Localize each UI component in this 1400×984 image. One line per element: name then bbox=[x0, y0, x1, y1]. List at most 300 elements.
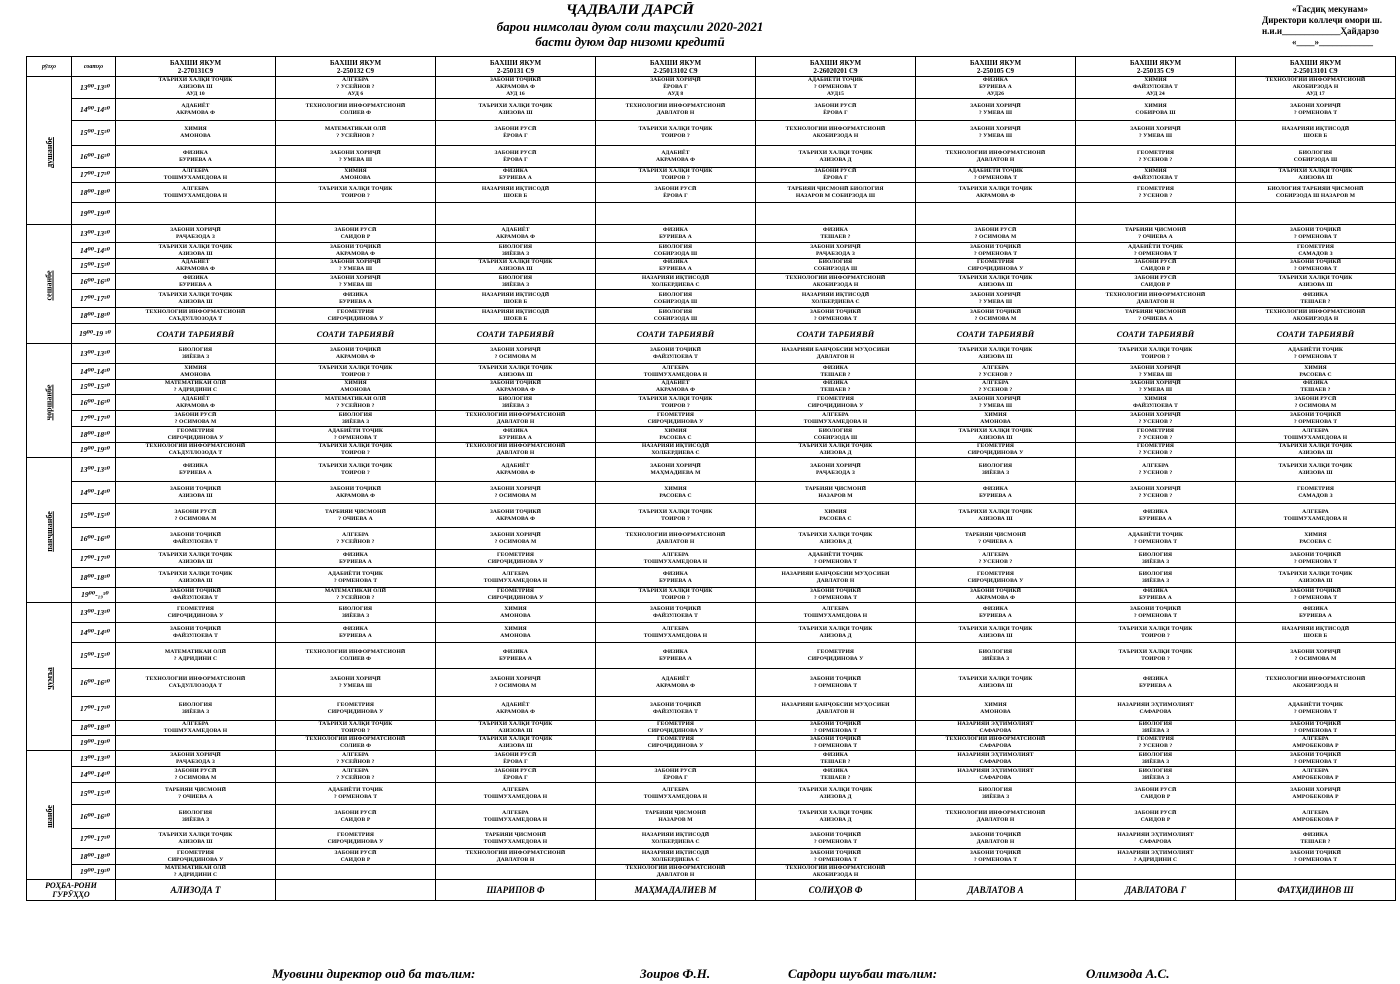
lesson-subject: ЗАБОНИ ХОРИҶӢ bbox=[490, 346, 541, 353]
lesson-teacher: СОБИРЗОДА Ш bbox=[1293, 156, 1338, 163]
lesson-teacher: ? УСЕЙНОВ ? bbox=[336, 758, 375, 765]
lesson-teacher: ? ОРМЕНОВА Т bbox=[333, 577, 378, 584]
lesson-cell bbox=[116, 225, 276, 243]
time-slot: 16⁰⁰-16⁵⁰ bbox=[72, 669, 116, 697]
lesson-cell bbox=[276, 643, 436, 669]
group-code: 2-250135 С9 bbox=[1136, 66, 1175, 75]
lesson-subject: ЗАБОНИ ХОРИҶӢ bbox=[330, 274, 381, 281]
lesson-teacher: РАҶАБЗОДА З bbox=[176, 233, 215, 240]
lesson-teacher: ТОИРОВ ? bbox=[1141, 353, 1170, 360]
lesson-teacher: ЁРОВА Г bbox=[503, 774, 528, 781]
lesson-cell bbox=[756, 443, 916, 458]
lesson-teacher: ? ОРМЕНОВА Т bbox=[973, 250, 1018, 257]
time-slot: 19⁰⁰-19 ⁵⁰ bbox=[72, 324, 116, 344]
lesson-teacher: АКРАМОВА Ф bbox=[335, 250, 376, 257]
lesson-cell bbox=[436, 751, 596, 767]
lesson-teacher: ЁРОВА Г bbox=[663, 84, 688, 90]
schedule-row bbox=[27, 588, 1396, 603]
lesson-teacher: АКОБИРЗОДА Н bbox=[812, 872, 859, 878]
lesson-teacher: ? УСЕЙНОВ ? bbox=[336, 133, 375, 139]
lesson-subject: АДАБИЁТИ ТОҶИК bbox=[1127, 531, 1184, 538]
lesson-subject: ТАЪРИХИ ХАЛҚИ ТОҶИК bbox=[958, 274, 1033, 281]
lesson-subject: БИОЛОГИЯ ТАРБИЯИ ҶИСМОНӢ bbox=[1267, 185, 1364, 192]
lesson-subject: ТЕХНОЛОГИИ ИНФОРМАТСИОНӢ bbox=[145, 675, 246, 682]
lesson-subject: ТЕХНОЛОГИИ ИНФОРМАТСИОНӢ bbox=[945, 736, 1046, 742]
lesson-teacher: МАҲМАДИЕВА М bbox=[650, 469, 701, 476]
lesson-subject: ТАРБИЯИ ҶИСМОНӢ bbox=[804, 485, 867, 492]
lesson-cell bbox=[916, 395, 1076, 411]
lesson-subject: ТЕХНОЛОГИИ ИНФОРМАТСИОНӢ bbox=[625, 102, 726, 109]
lesson-room: АУД 6 bbox=[347, 91, 364, 97]
lesson-teacher: СИРОҶИДИНОВА У bbox=[647, 743, 704, 749]
lesson-subject: ЗАБОНИ ТОҶИКӢ bbox=[169, 485, 222, 492]
lesson-subject: ЗАБОНИ ТОҶИКӢ bbox=[1289, 588, 1342, 594]
lesson-subject: АЛГЕБРА bbox=[502, 786, 529, 793]
lesson-subject: ГЕОМЕТРИЯ bbox=[656, 721, 695, 727]
lesson-cell bbox=[916, 203, 1076, 225]
lesson-teacher: ШОЕВ Б bbox=[503, 192, 528, 199]
lesson-cell bbox=[1076, 243, 1236, 259]
lesson-subject: ЗАБОНИ ХОРИҶӢ bbox=[970, 126, 1021, 132]
lesson-teacher: ТЕШАЕВ ? bbox=[1300, 298, 1331, 305]
lesson-cell bbox=[276, 411, 436, 427]
lesson-subject: ГЕОМЕТРИЯ bbox=[656, 411, 695, 418]
lesson-teacher: ? ОРМЕНОВА Т bbox=[1293, 233, 1338, 240]
lesson-subject: ЗАБОНИ РУСӢ bbox=[494, 751, 537, 758]
lesson-cell bbox=[1076, 721, 1236, 736]
lesson-cell bbox=[916, 623, 1076, 643]
lesson-teacher: САИДОВ Р bbox=[1140, 816, 1171, 823]
lesson-teacher: ? ОЧИЕВА А bbox=[978, 538, 1013, 545]
schedule-row bbox=[27, 751, 1396, 767]
lesson-teacher: АЗИЗОВА Ш bbox=[1298, 175, 1333, 181]
lesson-teacher: ДАВЛАТОВ Н bbox=[976, 838, 1015, 845]
lesson-teacher: ФАЙЗУЛОЕВА Т bbox=[652, 708, 699, 715]
lesson-teacher: ФАЙЗУЛОЕВА Т bbox=[172, 595, 219, 601]
lesson-teacher: БУРИЕВА А bbox=[1139, 682, 1172, 689]
lesson-cell bbox=[1076, 380, 1236, 395]
lesson-cell bbox=[1076, 308, 1236, 324]
lesson-cell bbox=[596, 121, 756, 146]
lesson-teacher: БУРИЕВА А bbox=[659, 266, 692, 272]
lesson-subject: ФИЗИКА bbox=[662, 570, 689, 577]
lesson-cell bbox=[1076, 568, 1236, 588]
lesson-teacher: ЁРОВА Г bbox=[663, 774, 688, 781]
lesson-subject: ТАЪРИХИ ХАЛҚИ ТОҶИК bbox=[1278, 570, 1353, 577]
lesson-teacher: НАЗАРОВ М bbox=[658, 816, 693, 823]
lesson-subject: ТАЪРИХИ ХАЛҚИ ТОҶИК bbox=[158, 570, 233, 577]
lesson-teacher: ? УСЕНОВ ? bbox=[1138, 192, 1173, 199]
lesson-subject: ТАЪРИХИ ХАЛҚИ ТОҶИК bbox=[158, 243, 233, 250]
lesson-cell bbox=[756, 344, 916, 364]
lesson-teacher: ? УМЕВА Ш bbox=[978, 109, 1013, 116]
lesson-teacher: САМАДОВ З bbox=[1298, 492, 1333, 499]
lesson-subject: АЛГЕБРА bbox=[982, 380, 1009, 386]
time-slot: 13⁰⁰-13⁵⁰ bbox=[72, 77, 116, 99]
lesson-teacher: СИРОҶИДИНОВА У bbox=[327, 838, 384, 845]
lesson-cell bbox=[596, 183, 756, 203]
lesson-subject: ТАЪРИХИ ХАЛҚИ ТОҶИК bbox=[158, 831, 233, 838]
lesson-cell bbox=[916, 849, 1076, 865]
lesson-teacher: БУРИЕВА А bbox=[979, 492, 1012, 499]
lesson-teacher: САИДОВ Р bbox=[340, 816, 371, 823]
lesson-subject: НАЗАРИЯИ ИҚТИСОДӢ bbox=[641, 274, 710, 281]
lesson-teacher: БУРИЕВА А bbox=[979, 84, 1012, 90]
lesson-cell bbox=[1076, 290, 1236, 308]
group-leader-name: ДАВЛАТОВА Г bbox=[1076, 880, 1236, 901]
lesson-teacher: АЗИЗОВА Д bbox=[819, 816, 852, 823]
time-slot: 19⁰⁰-₁₉⁵⁰ bbox=[72, 588, 116, 603]
group-section: БАХШИ ЯКУМ bbox=[329, 58, 382, 67]
schedule-row bbox=[27, 829, 1396, 849]
lesson-teacher: СИРОҶИДИНОВА У bbox=[967, 577, 1024, 584]
lesson-subject: ЗАБОНИ ТОҶИКӢ bbox=[809, 831, 862, 838]
lesson-cell bbox=[276, 308, 436, 324]
lesson-teacher: РАСОЕВА С bbox=[659, 492, 692, 499]
lesson-teacher: АЗИЗОВА Ш bbox=[978, 632, 1013, 639]
lesson-cell bbox=[276, 783, 436, 805]
lesson-teacher: БУРИЕВА А bbox=[179, 469, 212, 476]
lesson-teacher: СИРОҶИДИНОВА У bbox=[327, 315, 384, 322]
lesson-cell bbox=[756, 203, 916, 225]
lesson-subject: АДАБИЁТ bbox=[501, 226, 530, 233]
lesson-cell bbox=[276, 183, 436, 203]
schedule-row bbox=[27, 203, 1396, 225]
lesson-subject: ЗАБОНИ ТОҶИКӢ bbox=[1289, 551, 1342, 558]
lesson-subject: МАТЕМАТИКАИ ОЛӢ bbox=[164, 865, 227, 871]
lesson-subject: ЗАБОНИ ТОҶИКӢ bbox=[1289, 721, 1342, 727]
lesson-cell bbox=[756, 168, 916, 183]
lesson-subject: АЛГЕБРА bbox=[1302, 427, 1329, 434]
lesson-room: АУД26 bbox=[986, 91, 1005, 97]
lesson-teacher: СОЛИЕВ Ф bbox=[339, 655, 372, 662]
lesson-subject: ХИМИЯ bbox=[1304, 364, 1327, 371]
lesson-teacher: ? УСЕНОВ ? bbox=[978, 387, 1013, 393]
group-header bbox=[1076, 57, 1236, 77]
lesson-teacher: ЗИЁЕВА З bbox=[341, 418, 370, 425]
lesson-cell bbox=[276, 203, 436, 225]
lesson-teacher: ? ОРМЕНОВА Т bbox=[1293, 708, 1338, 715]
lesson-cell bbox=[276, 767, 436, 783]
lesson-cell bbox=[916, 344, 1076, 364]
lesson-cell bbox=[276, 364, 436, 380]
lesson-cell bbox=[596, 344, 756, 364]
lesson-subject: ФИЗИКА bbox=[822, 226, 849, 233]
time-slot: 17⁰⁰-17⁵⁰ bbox=[72, 550, 116, 568]
lesson-cell bbox=[916, 364, 1076, 380]
lesson-subject: АЛГЕБРА bbox=[662, 364, 689, 371]
lesson-cell bbox=[1236, 482, 1396, 504]
lesson-teacher: САИДОВ Р bbox=[340, 856, 371, 863]
lesson-subject: АДАБИЁТ bbox=[661, 149, 690, 156]
lesson-teacher: СИРОҶИДИНОВА У bbox=[647, 728, 704, 734]
lesson-cell bbox=[756, 829, 916, 849]
lesson-subject: ТЕХНОЛОГИИ ИНФОРМАТСИОНӢ bbox=[145, 443, 246, 449]
lesson-teacher: ХОЛБЕРДИЕВА С bbox=[651, 838, 700, 845]
lesson-cell bbox=[1076, 203, 1236, 225]
time-slot: 15⁰⁰-15⁵⁰ bbox=[72, 380, 116, 395]
group-header bbox=[436, 57, 596, 77]
lesson-teacher: ТЕШАЕВ ? bbox=[820, 387, 851, 393]
lesson-teacher: АМОНОВА bbox=[180, 371, 211, 378]
time-slot: 14⁰⁰-14⁵⁰ bbox=[72, 99, 116, 121]
lesson-cell bbox=[1076, 99, 1236, 121]
lesson-subject: БИОЛОГИЯ bbox=[658, 291, 693, 298]
lesson-subject: ЗАБОНИ ТОҶИКӢ bbox=[969, 831, 1022, 838]
lesson-subject: ТЕХНОЛОГИИ ИНФОРМАТСИОНӢ bbox=[945, 809, 1046, 816]
lesson-subject: ТАЪРИХИ ХАЛҚИ ТОҶИК bbox=[158, 551, 233, 558]
lesson-subject: НАЗАРИЯИ ЭҲТИМОЛИЯТ bbox=[957, 721, 1034, 727]
lesson-teacher: ? УМЕВА Ш bbox=[338, 266, 373, 272]
lesson-subject: ТАРБИЯИ ҶИСМОНӢ bbox=[164, 786, 227, 793]
lesson-cell bbox=[1076, 697, 1236, 721]
lesson-cell bbox=[916, 290, 1076, 308]
lesson-subject: ЗАБОНИ РУСӢ bbox=[1134, 809, 1177, 816]
lesson-teacher: ТЕШАЕВ ? bbox=[820, 371, 851, 378]
lesson-teacher: САФАРОВА bbox=[979, 728, 1012, 734]
lesson-cell bbox=[596, 669, 756, 697]
lesson-teacher: ? ОРМЕНОВА Т bbox=[1293, 266, 1338, 272]
lesson-cell bbox=[916, 643, 1076, 669]
lesson-cell bbox=[756, 751, 916, 767]
lesson-subject: ТАЪРИХИ ХАЛҚИ ТОҶИК bbox=[1118, 346, 1193, 353]
lesson-cell bbox=[436, 203, 596, 225]
schedule-row bbox=[27, 623, 1396, 643]
lesson-cell bbox=[596, 504, 756, 528]
lesson-cell bbox=[596, 623, 756, 643]
lesson-cell bbox=[436, 550, 596, 568]
lesson-cell bbox=[276, 697, 436, 721]
time-slot: 16⁰⁰-16⁵⁰ bbox=[72, 528, 116, 550]
lesson-cell bbox=[1236, 849, 1396, 865]
lesson-subject: ТАЪРИХИ ХАЛҚИ ТОҶИК bbox=[318, 443, 393, 449]
lesson-subject: АЛГЕБРА bbox=[342, 751, 369, 758]
lesson-cell bbox=[436, 121, 596, 146]
lesson-subject: АЛГЕБРА bbox=[502, 570, 529, 577]
lesson-cell bbox=[276, 344, 436, 364]
lesson-subject: ГЕОМЕТРИЯ bbox=[976, 443, 1015, 449]
lesson-cell bbox=[116, 344, 276, 364]
lesson-teacher: АМОНОВА bbox=[180, 133, 211, 139]
lesson-cell bbox=[916, 183, 1076, 203]
lesson-teacher: ТОИРОВ ? bbox=[661, 175, 690, 181]
lesson-cell bbox=[596, 364, 756, 380]
lesson-subject: ЗАБОНИ РУСӢ bbox=[1134, 274, 1177, 281]
day-label bbox=[27, 344, 72, 458]
lesson-cell bbox=[916, 751, 1076, 767]
lesson-subject: ЗАБОНИ ХОРИҶӢ bbox=[1290, 786, 1341, 793]
lesson-teacher: СИРОҶИДИНОВА У bbox=[967, 450, 1024, 456]
lesson-teacher: БУРИЕВА А bbox=[339, 298, 372, 305]
lesson-teacher: ? ОРМЕНОВА Т bbox=[813, 682, 858, 689]
lesson-subject: ЗАБОНИ ХОРИҶӢ bbox=[810, 243, 861, 250]
lesson-subject: ЗАБОНИ ТОҶИКӢ bbox=[969, 588, 1022, 594]
lesson-cell bbox=[1076, 411, 1236, 427]
lesson-teacher: ТОИРОВ ? bbox=[341, 192, 370, 199]
lesson-subject: ЗАБОНИ РУСӢ bbox=[654, 185, 697, 192]
lesson-teacher: АМРОБЕКОВА Р bbox=[1292, 816, 1339, 823]
lesson-cell bbox=[916, 458, 1076, 482]
lesson-subject: ГЕОМЕТРИЯ bbox=[1136, 427, 1175, 434]
time-slot: 18⁰⁰-18⁵⁰ bbox=[72, 721, 116, 736]
lesson-subject: ФИЗИКА bbox=[822, 751, 849, 758]
lesson-cell bbox=[276, 849, 436, 865]
lesson-teacher: АКРАМОВА Ф bbox=[495, 387, 536, 393]
lesson-teacher: АЗИЗОВА Ш bbox=[498, 109, 533, 116]
lesson-teacher: ЁРОВА Г bbox=[823, 109, 848, 116]
lesson-teacher: ТОШМУХАМЕДОВА Н bbox=[163, 192, 228, 199]
lesson-subject: ТАЪРИХИ ХАЛҚИ ТОҶИК bbox=[1278, 462, 1353, 469]
lesson-cell bbox=[756, 427, 916, 443]
lesson-cell bbox=[596, 77, 756, 99]
approval-line-3: н.и.и_____________Ҳайдарзо bbox=[1262, 26, 1379, 36]
lesson-subject: АЛГЕБРА bbox=[982, 551, 1009, 558]
lesson-cell bbox=[276, 603, 436, 623]
lesson-subject: ХИМИЯ bbox=[184, 364, 207, 371]
lesson-teacher: ТЕШАЕВ ? bbox=[1300, 387, 1331, 393]
time-slot: 15⁰⁰-15⁵⁰ bbox=[72, 259, 116, 274]
lesson-teacher: ТОИРОВ ? bbox=[341, 728, 370, 734]
lesson-cell bbox=[596, 225, 756, 243]
lesson-teacher: АЗИЗОВА Ш bbox=[178, 838, 213, 845]
group-leader-name: ФАТҲИДИНОВ Ш bbox=[1236, 880, 1396, 901]
approval-line-1: «Тасдиқ мекунам» bbox=[1292, 4, 1368, 14]
lesson-teacher: ? УСЕНОВ ? bbox=[1138, 469, 1173, 476]
time-column-header: соатҳо bbox=[72, 57, 116, 77]
lesson-subject: ЗАБОНИ ХОРИҶӢ bbox=[1290, 648, 1341, 655]
lesson-subject: ЗАБОНИ ТОҶИКӢ bbox=[649, 346, 702, 353]
lesson-teacher: САФАРОВА bbox=[979, 758, 1012, 765]
time-slot: 13⁰⁰-13⁵⁰ bbox=[72, 751, 116, 767]
lesson-cell bbox=[756, 290, 916, 308]
lesson-teacher: ? ОРМЕНОВА Т bbox=[813, 595, 858, 601]
lesson-cell bbox=[116, 395, 276, 411]
lesson-subject: НАЗАРИЯИ БАНҶОБСИИ МУҲОСИБИ bbox=[781, 701, 890, 708]
lesson-cell bbox=[436, 99, 596, 121]
lesson-teacher: ? ОРМЕНОВА Т bbox=[333, 793, 378, 800]
lesson-teacher: СОБИРЗОДА Ш bbox=[653, 298, 698, 305]
group-code: 2-25013102 С9 bbox=[653, 66, 698, 75]
lesson-cell bbox=[756, 603, 916, 623]
lesson-teacher: АМРОБЕКОВА Р bbox=[1292, 793, 1339, 800]
lesson-subject: ТАЪРИХИ ХАЛҚИ ТОҶИК bbox=[958, 675, 1033, 682]
lesson-teacher: ? ОЧИЕВА А bbox=[178, 793, 213, 800]
lesson-teacher: ? ОРМЕНОВА Т bbox=[1293, 353, 1338, 360]
lesson-subject: АДАБИЁТ bbox=[181, 259, 210, 265]
lesson-subject: СОАТИ ТАРБИЯВӢ bbox=[156, 328, 235, 339]
lesson-subject: АДАБИЁТИ ТОҶИК bbox=[327, 427, 384, 434]
lesson-teacher: ТОШМУХАМЕДОВА Н bbox=[803, 612, 868, 619]
lesson-subject: ЗАБОНИ ТОҶИКӢ bbox=[489, 508, 542, 515]
lesson-teacher: ДАВЛАТОВ Н bbox=[656, 872, 695, 878]
lesson-subject: ГЕОМЕТРИЯ bbox=[176, 605, 215, 612]
lesson-cell bbox=[116, 427, 276, 443]
lesson-cell bbox=[116, 829, 276, 849]
lesson-cell bbox=[756, 274, 916, 290]
lesson-teacher: СИРОҶИДИНОВА У bbox=[167, 612, 224, 619]
lesson-teacher: АЗИЗОВА Ш bbox=[178, 250, 213, 257]
lesson-subject: АЛГЕБРА bbox=[1302, 767, 1329, 774]
lesson-subject: ФИЗИКА bbox=[182, 149, 209, 156]
lesson-teacher: СОЛИЕВ Ф bbox=[339, 743, 372, 749]
lesson-subject: АДАБИЁТ bbox=[501, 701, 530, 708]
lesson-subject: ТАЪРИХИ ХАЛҚИ ТОҶИК bbox=[478, 721, 553, 727]
lesson-teacher: ТЕШАЕВ ? bbox=[820, 758, 851, 765]
lesson-subject: АЛГЕБРА bbox=[1302, 508, 1329, 515]
lesson-cell bbox=[436, 344, 596, 364]
lesson-subject: ЗАБОНИ РУСӢ bbox=[814, 102, 857, 109]
group-section: БАХШИ ЯКУМ bbox=[1289, 58, 1342, 67]
lesson-cell bbox=[1236, 324, 1396, 344]
lesson-cell bbox=[436, 669, 596, 697]
lesson-cell bbox=[436, 395, 596, 411]
lesson-subject: ТЕХНОЛОГИИ ИНФОРМАТСИОНӢ bbox=[625, 531, 726, 538]
lesson-teacher: ТОИРОВ ? bbox=[341, 469, 370, 476]
lesson-teacher: ТОШМУХАМЕДОВА Н bbox=[483, 816, 548, 823]
lesson-cell bbox=[1076, 146, 1236, 168]
lesson-subject: ЗАБОНИ ХОРИҶӢ bbox=[650, 77, 701, 83]
lesson-cell bbox=[436, 364, 596, 380]
lesson-teacher: АКРАМОВА Ф bbox=[495, 233, 536, 240]
lesson-cell bbox=[1076, 77, 1236, 99]
group-code: 2-25013101 С9 bbox=[1293, 66, 1338, 75]
lesson-teacher: ? УСЕНОВ ? bbox=[1138, 418, 1173, 425]
lesson-cell bbox=[1236, 259, 1396, 274]
lesson-cell bbox=[116, 550, 276, 568]
schedule-row bbox=[27, 146, 1396, 168]
lesson-cell bbox=[1076, 274, 1236, 290]
group-leader-name bbox=[276, 880, 436, 901]
lesson-subject: ЗАБОНИ ХОРИҶӢ bbox=[1130, 126, 1181, 132]
lesson-teacher: АЗИЗОВА Д bbox=[819, 156, 852, 163]
lesson-cell bbox=[1076, 751, 1236, 767]
lesson-teacher: ? УМЕВА Ш bbox=[338, 281, 373, 288]
schedule-row bbox=[27, 395, 1396, 411]
lesson-cell bbox=[436, 528, 596, 550]
lesson-cell bbox=[116, 380, 276, 395]
lesson-teacher: БУРИЕВА А bbox=[659, 233, 692, 240]
lesson-subject: СОАТИ ТАРБИЯВӢ bbox=[476, 328, 555, 339]
lesson-teacher: АЗИЗОВА Ш bbox=[1298, 281, 1333, 288]
lesson-cell bbox=[276, 225, 436, 243]
lesson-cell bbox=[276, 805, 436, 829]
lesson-cell bbox=[1236, 458, 1396, 482]
lesson-subject: ГЕОМЕТРИЯ bbox=[336, 831, 375, 838]
lesson-cell bbox=[276, 829, 436, 849]
lesson-teacher: ? ОРМЕНОВА Т bbox=[1133, 538, 1178, 545]
lesson-subject: ЗАБОНИ ТОҶИКӢ bbox=[969, 243, 1022, 250]
lesson-teacher: АКРАМОВА Ф bbox=[335, 492, 376, 499]
schedule-row bbox=[27, 697, 1396, 721]
lesson-cell bbox=[1236, 550, 1396, 568]
schedule-table bbox=[26, 56, 1396, 901]
lesson-teacher: ? ОРМЕНОВА Т bbox=[333, 434, 378, 441]
group-header bbox=[756, 57, 916, 77]
lesson-cell bbox=[276, 568, 436, 588]
lesson-cell bbox=[436, 411, 596, 427]
lesson-subject: БИОЛОГИЯ bbox=[1138, 551, 1173, 558]
lesson-teacher: СИРОҶИДИНОВА У bbox=[807, 655, 864, 662]
lesson-teacher: АМОНОВА bbox=[340, 175, 371, 181]
time-slot: 19⁰⁰-19⁵⁰ bbox=[72, 736, 116, 751]
lesson-room: АУД 10 bbox=[186, 91, 205, 97]
lesson-cell bbox=[436, 568, 596, 588]
days-column-header: рӯзҳо bbox=[27, 57, 72, 77]
lesson-subject: ТЕХНОЛОГИИ ИНФОРМАТСИОНӢ bbox=[945, 149, 1046, 156]
lesson-cell bbox=[756, 550, 916, 568]
lesson-cell bbox=[436, 274, 596, 290]
lesson-teacher: ФАЙЗУЛОЕВА Т bbox=[172, 538, 219, 545]
